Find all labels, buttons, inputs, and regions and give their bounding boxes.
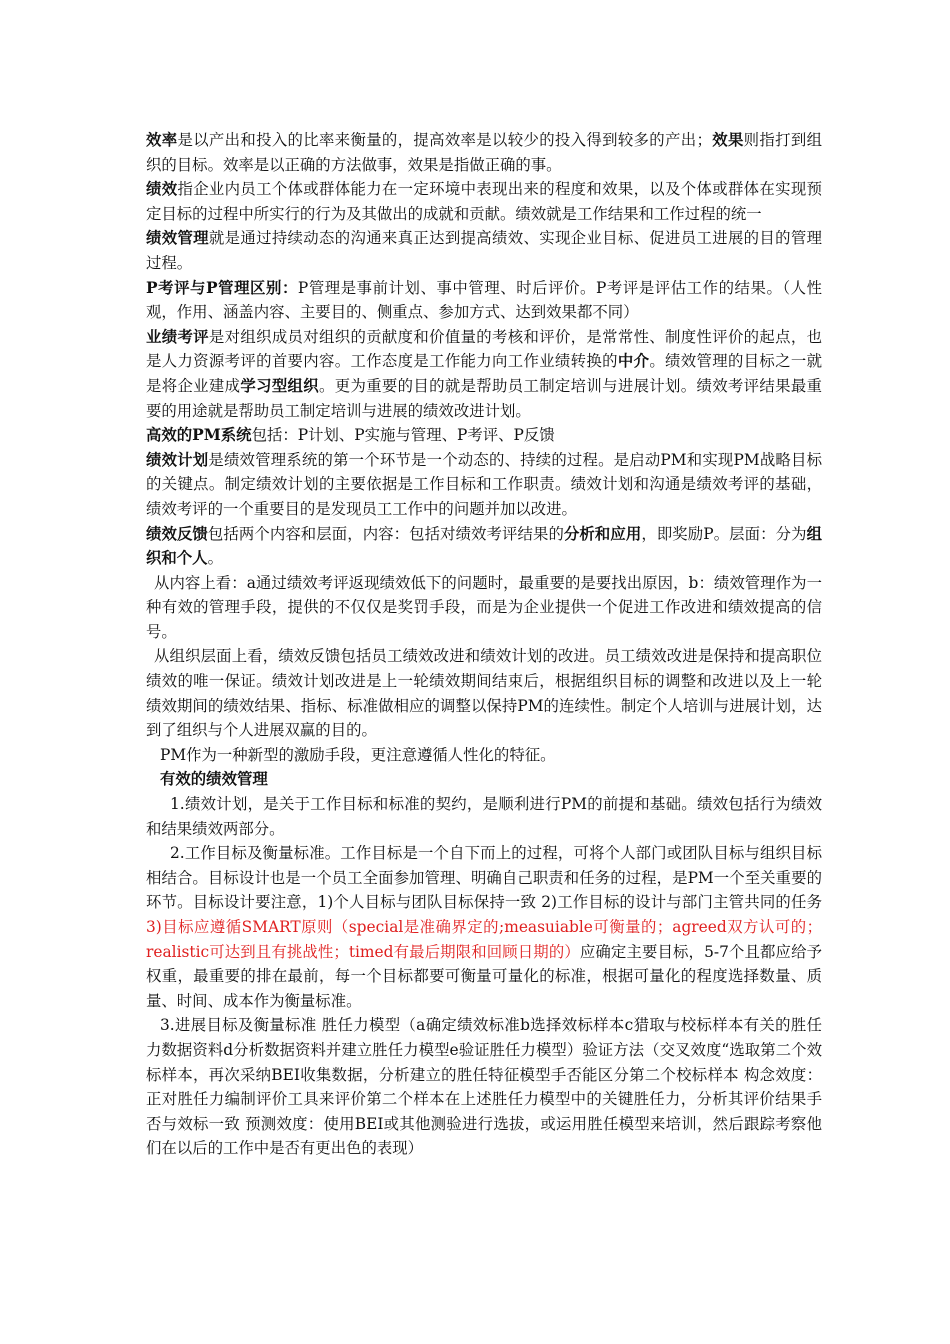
paragraph-item-2 bbox=[146, 841, 822, 1013]
term-organization-individual: 组织和个人 bbox=[146, 524, 822, 568]
text: 是以产出和投入的比率来衡量的，提高效率是以较少的投入得到较多的产出； bbox=[177, 131, 712, 149]
term-performance-feedback: 绩效反馈 bbox=[146, 524, 208, 543]
text: 就是通过持续动态的沟通来真正达到提高绩效、实现企业目标、促进员工进展的目的管理过程。 bbox=[146, 229, 822, 272]
term-achievement-appraisal: 业绩考评 bbox=[146, 327, 209, 346]
term-effect: 效果 bbox=[711, 131, 744, 149]
text: 指企业内员工个体或群体能力在一定环境中表现出来的程度和效果，以及个体或群体在实现预定目标的过程中所实行的行为及其做出的成就和贡献。绩效就是工作结果和工作过程的统一 bbox=[146, 180, 822, 223]
paragraph-performance bbox=[146, 177, 822, 226]
smart-principle-highlight: 3)目标应遵循SMART原则（special是准确界定的;measuiable可衡量的；agreed双方认可的；realistic可达到且有挑战性；timed有最后期限和回顾日期的） bbox=[146, 918, 822, 961]
term-intermediary: 中介 bbox=[617, 352, 650, 371]
paragraph-content-view: 从内容上看：a通过绩效考评返现绩效低下的问题时，最重要的是要找出原因，b：绩效管理作为一种有效的管理手段，提供的不仅仅是奖罚手段，而是为企业提供一个促进工作改进和绩效提高的信号。 bbox=[146, 573, 822, 641]
text: 包括：P计划、P实施与管理、P考评、P反馈 bbox=[251, 426, 555, 445]
document-body bbox=[146, 128, 822, 1161]
paragraph-item-1: 1.绩效计划，是关于工作目标和标准的契约，是顺利进行PM的前提和基础。绩效包括行为绩效和结果绩效两部分。 bbox=[146, 795, 822, 838]
paragraph-pm-system bbox=[146, 423, 822, 448]
text: 是绩效管理系统的第一个环节是一个动态的、持续的过程。是启动PM和实现PM战略目标的关键点。制定绩效计划的主要依据是工作目标和工作职责。绩效计划和沟通是绩效考评的基础，绩效考评的一个重要目的是发现员工工作中的问题并加以改进。 bbox=[146, 450, 822, 518]
text: P管理是事前计划、事中管理、时后评价。P考评是评估工作的结果。（人性观，作用、涵盖内容、主要目的、侧重点、参加方式、达到效果都不同） bbox=[146, 278, 822, 322]
paragraph-performance-management bbox=[146, 226, 822, 275]
text: 应确定主要目标，5-7个且都应给予权重，最重要的排在最前，每一个目标都要可衡量可量化的标准，根据可量化的程度选择数量、质量、时间、成本作为衡量标准。 bbox=[146, 942, 822, 1010]
text: 。绩效管理的目标之一就是将企业建成 bbox=[146, 352, 822, 395]
paragraph-pm-incentive: PM作为一种新型的激励手段，更注意遵循人性化的特征。 bbox=[160, 745, 556, 764]
text: 。更为重要的目的就是帮助员工制定培训与进展计划。绩效考评结果最重要的用途就是帮助员工制定培训与进展的绩效改进计划。 bbox=[146, 376, 822, 420]
paragraph-performance-feedback bbox=[146, 522, 822, 571]
term-efficiency: 效率 bbox=[146, 131, 178, 149]
term-analysis-application: 分析和应用 bbox=[563, 524, 642, 543]
text: 则指打到组织的目标。效率是以正确的方法做事，效果是指做正确的事。 bbox=[146, 131, 822, 174]
text: 包括两个内容和层面，内容：包括对绩效考评结果的 bbox=[207, 524, 564, 543]
text: 是对组织成员对组织的贡献度和价值量的考核和评价，是常常性、制度性评价的起点，也是人力资源考评的首要内容。工作态度是工作能力向工作业绩转换的 bbox=[146, 327, 822, 371]
paragraph-p-difference bbox=[146, 276, 822, 325]
text: 。 bbox=[207, 549, 223, 568]
text: 2.工作目标及衡量标准。工作目标是一个自下而上的过程，可将个人部门或团队目标与组织目标相结合。目标设计也是一个员工全面参加管理、明确自己职责和任务的过程，是PM一个至关重要的环节。目标设计要注意，1)个人目标与团队目标保持一致 2)工作目标的设计与部门主管共同的任务 bbox=[146, 844, 822, 912]
paragraph-performance-plan bbox=[146, 448, 822, 522]
section-heading-effective-pm: 有效的绩效管理 bbox=[160, 770, 268, 789]
paragraph-efficiency bbox=[146, 128, 822, 177]
term-learning-organization: 学习型组织 bbox=[240, 376, 320, 395]
term-performance-plan: 绩效计划 bbox=[146, 450, 209, 469]
text: ，即奖励P。层面：分为 bbox=[641, 524, 807, 543]
paragraph-organization-view: 从组织层面上看，绩效反馈包括员工绩效改进和绩效计划的改进。员工绩效改进是保持和提高职位绩效的唯一保证。绩效计划改进是上一轮绩效期间结束后，根据组织目标的调整和改进以及上一轮绩效期间的绩效结果、指标、标准做相应的调整以保持PM的连续性。制定个人培训与进展计划，达到了组织与个人进展双赢的目的。 bbox=[146, 647, 822, 740]
term-performance: 绩效 bbox=[146, 180, 178, 199]
term-performance-management: 绩效管理 bbox=[146, 229, 209, 248]
term-p-difference: P考评与P管理区别： bbox=[146, 278, 298, 297]
paragraph-achievement-appraisal bbox=[146, 325, 822, 423]
paragraph-item-3: 3.进展目标及衡量标准 胜任力模型（a确定绩效标准b选择效标样本c猎取与校标样本有关的胜任力数据资料d分析数据资料并建立胜任力模型e验证胜任力模型）验证方法（交叉效度“选取第二个效标样本，再次采纳BEI收集数据，分析建立的胜任特征模型手否能区分第二个校标样本 构念效度：正对胜任力编制评价工具来评价第二个样本在上述胜任力模型中的关键胜任力，分析其评价结果手否与效标一致 预测效度：使用BEI或其他测验进行选拔，或运用胜任模型来培训，然后跟踪考察他们在以后的工作中是否有更出色的表现） bbox=[146, 1016, 822, 1158]
term-pm-system: 高效的PM系统 bbox=[146, 426, 252, 445]
